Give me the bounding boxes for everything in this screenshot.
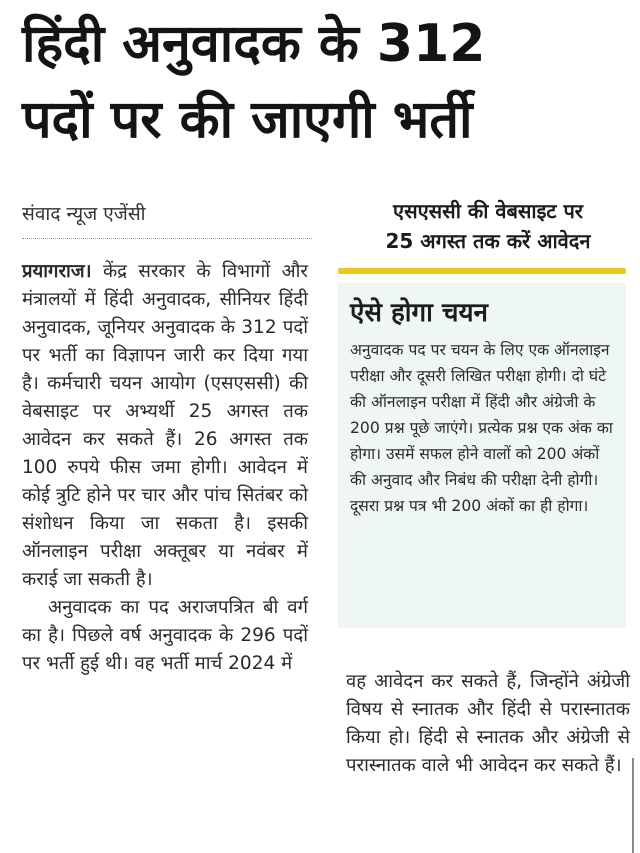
- dateline: प्रयागराज।: [22, 261, 92, 282]
- paragraph-1-text: केंद्र सरकार के विभागों और मंत्रालयों में हिंदी अनुवादक, सीनियर हिंदी अनुवादक, जूनियर अनुवादक के 312 पदों पर भर्ती का विज्ञापन जारी कर दिया गया है। कर्मचारी चयन आयोग (एसएससी) की वेबसाइट पर अभ्यर्थी 25 अगस्त तक आवेदन कर सकते हैं। 26 अगस्त तक 100 रुपये फीस जमा होगी। आवेदन में कोई त्रुटि होने पर चार और पांच सितंबर को संशोधन किया जा सकता है। इसकी ऑनलाइन परीक्षा अक्तूबर या नवंबर में कराई जा सकती है।: [22, 261, 308, 590]
- body-column-right: वह आवेदन कर सकते हैं, जिन्होंने अंग्रेजी विषय से स्नातक और हिंदी से परास्नातक किया हो। हिंदी से स्नातक और अंग्रेजी से परास्नातक वाले भी आवेदन कर सकते हैं।: [346, 671, 630, 776]
- paragraph-2: अनुवादक का पद अराजपत्रित बी वर्ग का है। पिछले वर्ष अनुवादक के 296 पदों पर भर्ती हुई थी। वह भर्ती मार्च 2024 में: [22, 597, 308, 674]
- subheadline: [348, 196, 628, 256]
- box-text: अनुवादक पद पर चयन के लिए एक ऑनलाइन परीक्षा और दूसरी लिखित परीक्षा होगी। दो घंटे की ऑनलाइन परीक्षा में हिंदी और अंग्रेजी के 200 प्रश्न पूछे जाएंगे। प्रत्येक प्रश्न एक अंक का होगा। उसमें सफल होने वालों को 200 अंकों की अनुवाद और निबंध की परीक्षा देनी होगी। दूसरा प्रश्न पत्र भी 200 अंकों का ही होगा।: [350, 341, 613, 515]
- subheadline-line-1: एसएससी की वेबसाइट पर: [393, 199, 583, 223]
- body-column-left: [22, 258, 308, 678]
- selection-info-box: [338, 283, 626, 628]
- byline: संवाद न्यूज एजेंसी: [22, 200, 312, 239]
- headline: [22, 6, 622, 158]
- column-rule: [632, 758, 634, 853]
- accent-divider: [338, 268, 626, 274]
- subheadline-line-2: 25 अगस्त तक करें आवेदन: [385, 229, 591, 253]
- paragraph-1: [22, 258, 308, 594]
- box-title: ऐसे होगा चयन: [350, 298, 488, 328]
- headline-line-2: पदों पर की जाएगी भर्ती: [22, 90, 473, 150]
- headline-line-1: हिंदी अनुवादक के 312: [22, 14, 486, 74]
